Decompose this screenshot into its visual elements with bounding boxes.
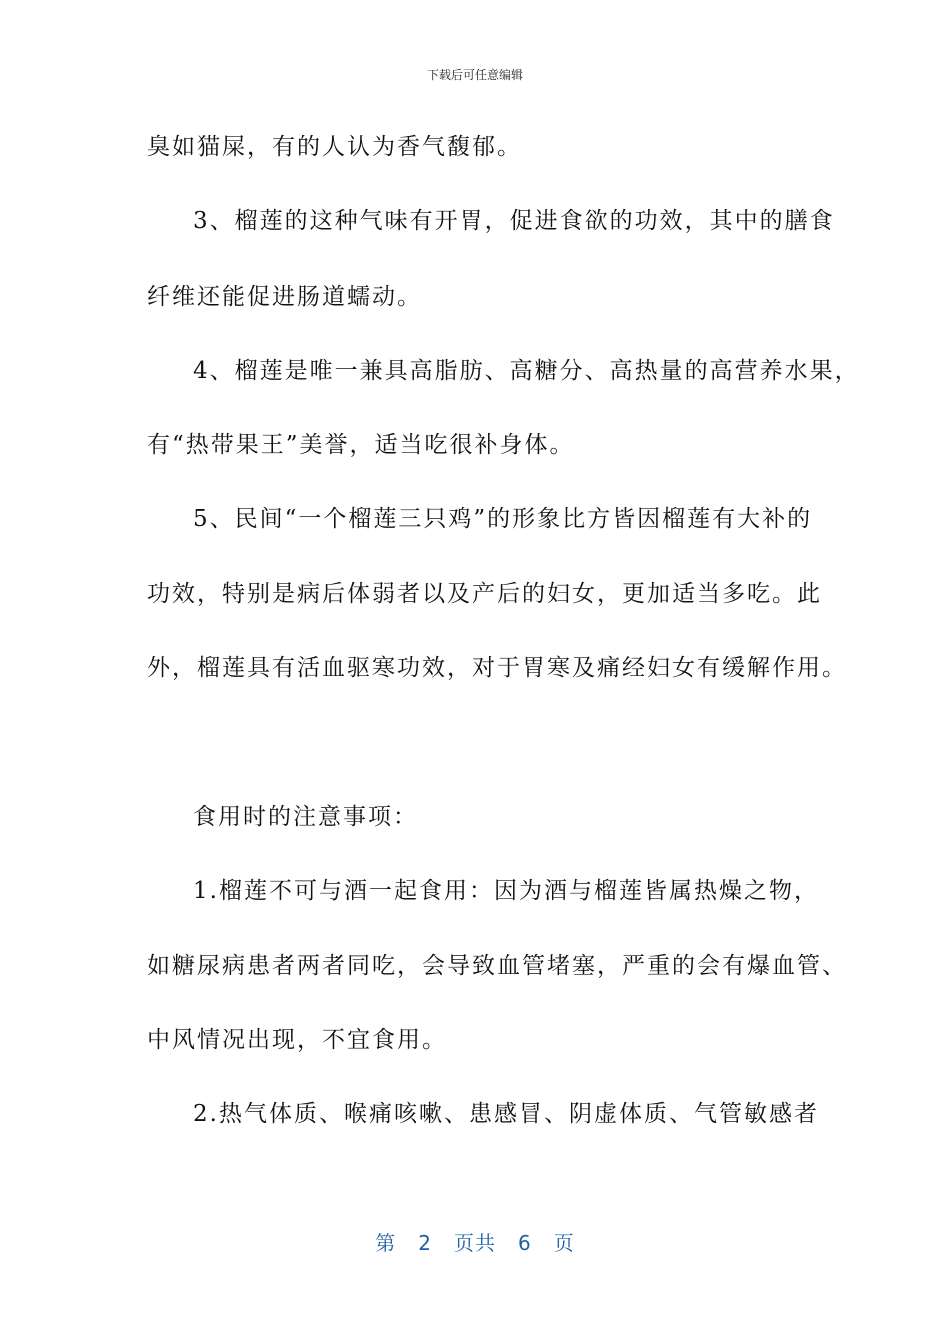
page-prefix: 第 [375, 1231, 397, 1255]
body-line-6: 5、民间“一个榴莲三只鸡”的形象比方皆因榴莲有大补的 [193, 506, 813, 532]
section-heading: 食用时的注意事项： [193, 804, 418, 830]
body-line-13: 2.热气体质、喉痛咳嗽、患感冒、阴虚体质、气管敏感者 [193, 1101, 819, 1127]
body-line-8: 外，榴莲具有活血驱寒功效，对于胃寒及痛经妇女有缓解作用。 [147, 655, 847, 681]
body-line-11: 如糖尿病患者两者同吃，会导致血管堵塞，严重的会有爆血管、 [147, 953, 847, 979]
body-line-10: 1.榴莲不可与酒一起食用：因为酒与榴莲皆属热燥之物， [193, 878, 819, 904]
page-suffix: 页 [553, 1231, 575, 1255]
page-footer [0, 1227, 950, 1256]
body-line-7: 功效，特别是病后体弱者以及产后的妇女，更加适当多吃。此 [147, 581, 822, 607]
body-line-1: 臭如猫屎，有的人认为香气馥郁。 [147, 134, 522, 160]
body-line-2: 3、榴莲的这种气味有开胃，促进食欲的功效，其中的膳食 [193, 208, 835, 234]
total-pages-number: 6 [518, 1231, 532, 1255]
header-note: 下载后可任意编辑 [426, 68, 523, 82]
page-mid: 页共 [454, 1231, 496, 1255]
body-line-4: 4、榴莲是唯一兼具高脂肪、高糖分、高热量的高营养水果， [193, 358, 860, 384]
body-line-3: 纤维还能促进肠道蠕动。 [147, 284, 422, 310]
body-line-5: 有“热带果王”美誉，适当吃很补身体。 [147, 432, 575, 458]
body-line-12: 中风情况出现，不宜食用。 [147, 1027, 447, 1053]
current-page-number: 2 [418, 1231, 432, 1255]
